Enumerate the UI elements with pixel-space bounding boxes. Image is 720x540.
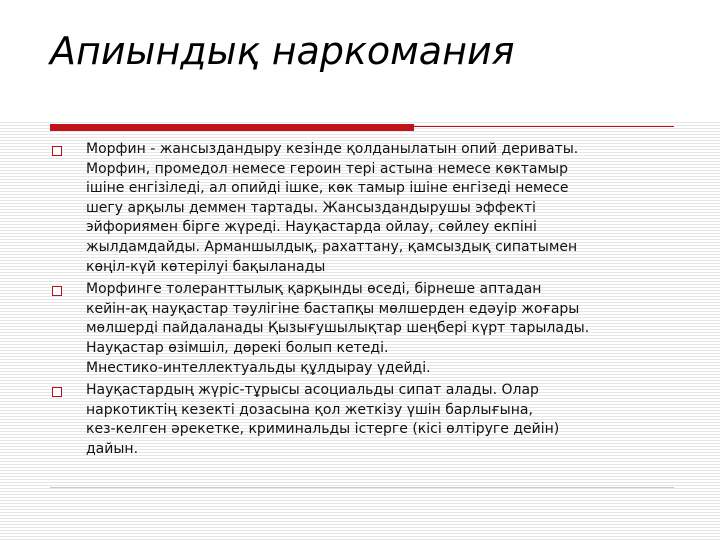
text-line: жылдамдайды. Арманшылдық, рахаттану, қамсыздық сипатымен xyxy=(86,238,578,255)
bullet-text xyxy=(86,140,680,277)
text-line: ішіне енгізіледі, ал опийді ішке, көк тамыр ішіне енгізеді немесе xyxy=(86,180,569,197)
text-line: эйфориямен бірге жүреді. Науқастарда ойлау, сөйлеу екпіні xyxy=(86,219,537,236)
square-bullet-icon xyxy=(52,387,62,397)
bullet-text xyxy=(86,381,680,459)
slide-body xyxy=(50,140,680,463)
text-line: дайын. xyxy=(86,440,139,457)
square-bullet-icon xyxy=(52,286,62,296)
text-line: Науқастар өзімшіл, дөрекі болып кетеді. xyxy=(86,339,389,356)
text-line: кейін-ақ науқастар тәулігіне бастапқы мөлшерден едәуір жоғары xyxy=(86,300,580,317)
text-line: Морфин, промедол немесе героин тері астына немесе көктамыр xyxy=(86,160,568,177)
text-line: наркотиктің кезекті дозасына қол жеткізу үшін барлығына, xyxy=(86,401,533,418)
text-line: Мнестико-интеллектуальды құлдырау үдейді. xyxy=(86,359,431,376)
text-line: шегу арқылы деммен тартады. Жансыздандырушы эффекті xyxy=(86,199,536,216)
title-area xyxy=(0,0,720,120)
list-item xyxy=(50,140,680,277)
bullet-text xyxy=(86,280,680,378)
footer-divider xyxy=(50,487,674,488)
text-line: мөлшерді пайдаланады Қызығушылықтар шеңбері күрт тарылады. xyxy=(86,320,590,337)
text-line: Морфин - жансыздандыру кезінде қолданылатын опий дериваты. xyxy=(86,141,579,157)
square-bullet-icon xyxy=(52,146,62,156)
list-item xyxy=(50,280,680,378)
title-accent-bar xyxy=(50,124,414,131)
text-line: Морфинге толеранттылық қарқынды өседі, бірнеше аптадан xyxy=(86,281,542,298)
slide-title: Апиындық наркомания xyxy=(50,29,515,73)
title-accent-line xyxy=(414,126,674,127)
text-line: кез-келген әрекетке, криминальды істерге (кісі өлтіруге дейін) xyxy=(86,421,560,438)
text-line: Науқастардың жүріс-тұрысы асоциальды сипат алады. Олар xyxy=(86,382,539,399)
text-line: көңіл-күй көтерілуі бақыланады xyxy=(86,258,326,275)
list-item xyxy=(50,381,680,459)
